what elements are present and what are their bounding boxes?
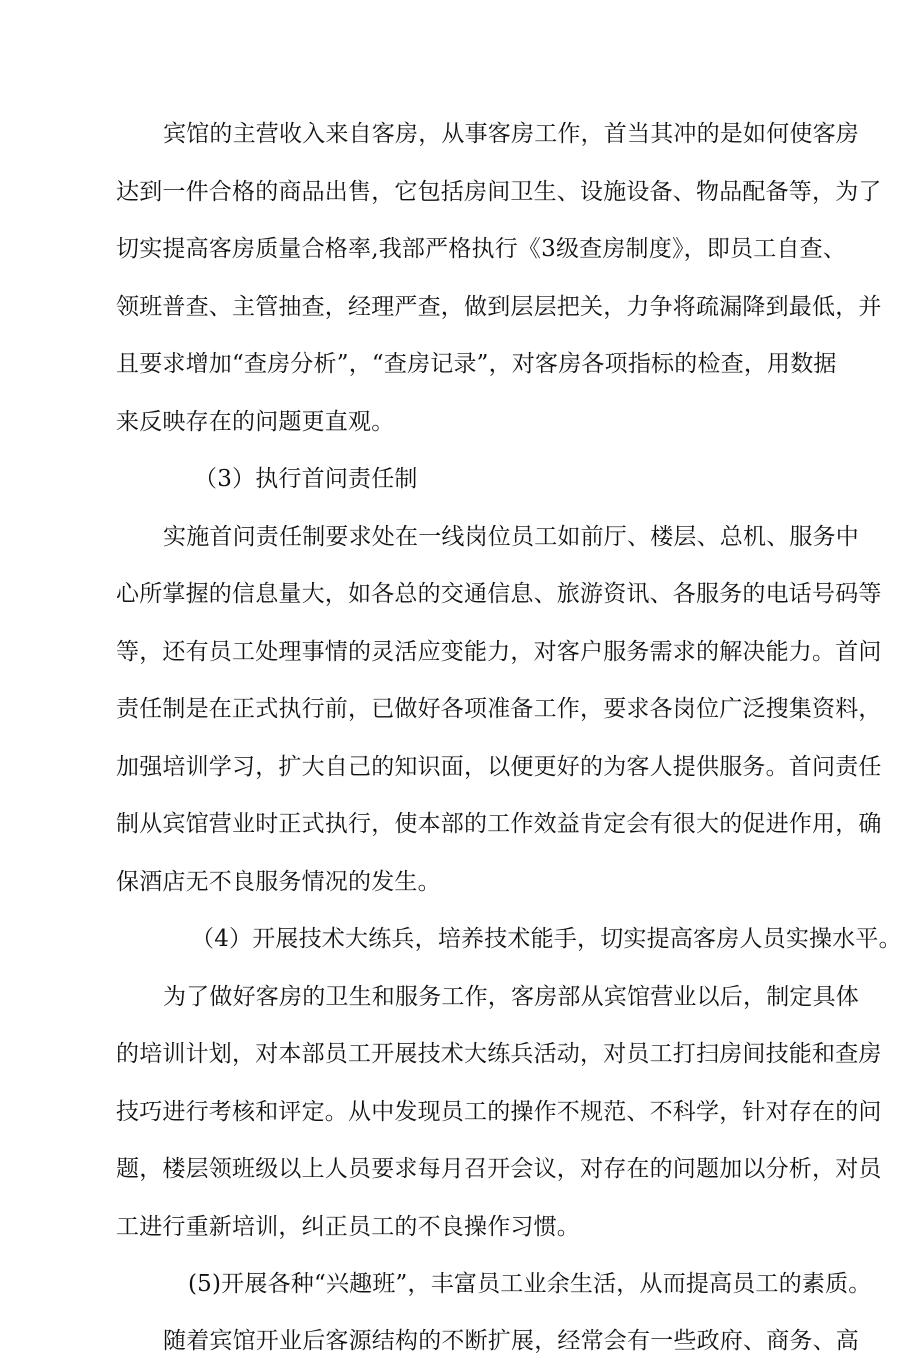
section-heading-5: (5)开展各种“兴趣班”，丰富员工业余生活，从而提高员工的素质。 — [188, 1271, 872, 1297]
paragraph-line-3: 切实提高客房质量合格率,我部严格执行《3级查房制度》，即员工自查、 — [116, 236, 847, 262]
paragraph-line-2: 达到一件合格的商品出售，它包括房间卫生、设施设备、物品配备等，为了 — [116, 179, 882, 205]
section-heading-4: （4）开展技术大练兵，培养技术能手，切实提高客房人员实操水平。 — [191, 926, 902, 952]
paragraph-line-5: 且要求增加“查房分析”，“查房记录”，对客房各项指标的检查，用数据 — [116, 351, 837, 377]
paragraph-line-17: 题，楼层领班级以上人员要求每月召开会议，对存在的问题加以分析，对员 — [116, 1156, 882, 1182]
paragraph-line-1: 宾馆的主营收入来自客房，从事客房工作，首当其冲的是如何使客房 — [163, 121, 859, 147]
paragraph-line-6: 来反映存在的问题更直观。 — [116, 409, 395, 435]
paragraph-line-16: 技巧进行考核和评定。从中发现员工的操作不规范、不科学，针对存在的问 — [116, 1099, 882, 1125]
paragraph-line-13: 保酒店无不良服务情况的发生。 — [116, 869, 441, 895]
section-heading-3: （3）执行首问责任制 — [194, 466, 418, 492]
paragraph-line-10: 责任制是在正式执行前，已做好各项准备工作，要求各岗位广泛搜集资料， — [116, 696, 882, 722]
paragraph-line-4: 领班普查、主管抽查，经理严查，做到层层把关，力争将疏漏降到最低，并 — [116, 294, 882, 320]
paragraph-line-12: 制从宾馆营业时正式执行，使本部的工作效益肯定会有很大的促进作用，确 — [116, 811, 882, 837]
paragraph-line-7: 实施首问责任制要求处在一线岗位员工如前厅、楼层、总机、服务中 — [163, 524, 859, 550]
paragraph-line-11: 加强培训学习，扩大自己的知识面，以便更好的为客人提供服务。首问责任 — [116, 754, 882, 780]
paragraph-line-8: 心所掌握的信息量大，如各总的交通信息、旅游资讯、各服务的电话号码等 — [116, 581, 882, 607]
paragraph-line-18: 工进行重新培训，纠正员工的不良操作习惯。 — [116, 1214, 580, 1240]
paragraph-line-9: 等，还有员工处理事情的灵活应变能力，对客户服务需求的解决能力。首问 — [116, 639, 882, 665]
paragraph-line-19: 随着宾馆开业后客源结构的不断扩展，经常会有一些政府、商务、高 — [163, 1328, 859, 1354]
paragraph-line-14: 为了做好客房的卫生和服务工作，客房部从宾馆营业以后，制定具体 — [163, 984, 859, 1010]
paragraph-line-15: 的培训计划，对本部员工开展技术大练兵活动，对员工打扫房间技能和查房 — [116, 1041, 882, 1067]
